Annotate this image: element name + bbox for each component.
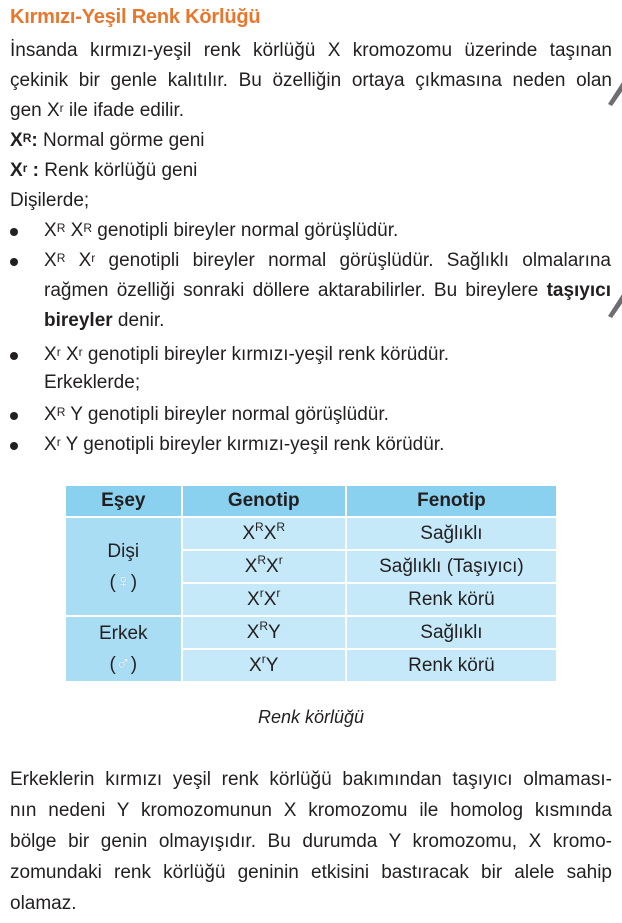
female-cell (66, 518, 181, 615)
bullet-3: $X^r$ $X^r$ genotipli bireyler kırmızı-yeşil renk körüdür. (44, 344, 450, 365)
table-row (66, 518, 556, 549)
female-label: Dişi (107, 540, 140, 562)
male-heading: Erkeklerde; (44, 372, 141, 393)
genotype-cell: $X^RX^r$ (183, 551, 345, 582)
bullet-2-line-2: rağmen özelliği sonraki döllere aktarabilirler. Bu bireylere taşıyıcı (44, 280, 611, 301)
bullet-4: $X^R$ Y genotipli bireyler normal görüşlüdür. (44, 404, 389, 425)
phenotype-cell: Renk körü (347, 584, 556, 615)
male-cell (66, 617, 181, 681)
closing-line-4: zomundaki renk körlüğü geninin etkisini bastıracak bir alele sahip (10, 862, 612, 883)
pencil-icon (604, 72, 622, 106)
bullet-dot (10, 412, 18, 420)
bullet-5: $X^r$ Y genotipli bireyler kırmızı-yeşil renk körüdür. (44, 434, 445, 455)
table-row (66, 617, 556, 648)
bullet-dot (10, 228, 18, 236)
closing-line-5: olamaz. (10, 893, 77, 914)
genotype-phenotype-table (64, 484, 558, 683)
definition-colorblind-gene: $X^r$ : Renk körlüğü geni (10, 160, 198, 181)
genotype-cell: $X^RX^R$ (183, 518, 345, 549)
male-symbol-icon: ♂ (115, 653, 131, 675)
definition-normal-gene: $X^R$: Normal görme geni (10, 130, 205, 151)
bullet-dot (10, 442, 18, 450)
phenotype-cell: Sağlıklı (Taşıyıcı) (347, 551, 556, 582)
closing-line-3: bölge bir genin olmayışıdır. Bu durumda Y kromozomu, X kromo- (10, 831, 612, 852)
closing-line-2: nın nedeni Y kromozomunun X kromozomu ile homolog kısmında (10, 800, 612, 821)
phenotype-cell: Renk körü (347, 650, 556, 681)
table-caption: Renk körlüğü (257, 707, 365, 727)
bullet-dot (10, 258, 18, 266)
bullet-2-line-3: bireyler denir. (44, 310, 165, 331)
table-header-row (66, 486, 556, 516)
phenotype-cell: Sağlıklı (347, 617, 556, 648)
header-phenotype: Fenotip (347, 486, 556, 516)
genotype-cell: $X^RY$ (183, 617, 345, 648)
header-genotype: Genotip (183, 486, 345, 516)
header-sex: Eşey (66, 486, 181, 516)
phenotype-cell: Sağlıklı (347, 518, 556, 549)
closing-line-1: Erkeklerin kırmızı yeşil renk körlüğü bakımından taşıyıcı olmaması- (10, 769, 612, 790)
intro-line-2: çekinik bir genle kalıtılır. Bu özelliğin ortaya çıkmasına neden olan (10, 70, 612, 91)
male-symbol-wrap: (♂) (109, 653, 138, 675)
genotype-cell: $X^rY$ (183, 650, 345, 681)
female-symbol-wrap: (♀) (109, 570, 138, 593)
female-heading: Dişilerde; (10, 190, 90, 211)
bullet-1: $X^R$ $X^R$ genotipli bireyler normal görüşlüdür. (44, 220, 399, 241)
genotype-cell: $X^rX^r$ (183, 584, 345, 615)
female-symbol-icon: ♀ (115, 570, 131, 593)
intro-line-1: İnsanda kırmızı-yeşil renk körlüğü X kromozomu üzerinde taşınan (10, 40, 612, 61)
page-title: Kırmızı-Yeşil Renk Körlüğü (10, 6, 261, 28)
bullet-2-line-1: $X^R$ $X^r$ genotipli bireyler normal görüşlüdür. Sağlıklı olmalarına (44, 250, 611, 271)
bullet-dot (10, 352, 18, 360)
male-label: Erkek (98, 623, 148, 644)
intro-line-3: gen $X^r$ ile ifade edilir. (10, 100, 185, 121)
